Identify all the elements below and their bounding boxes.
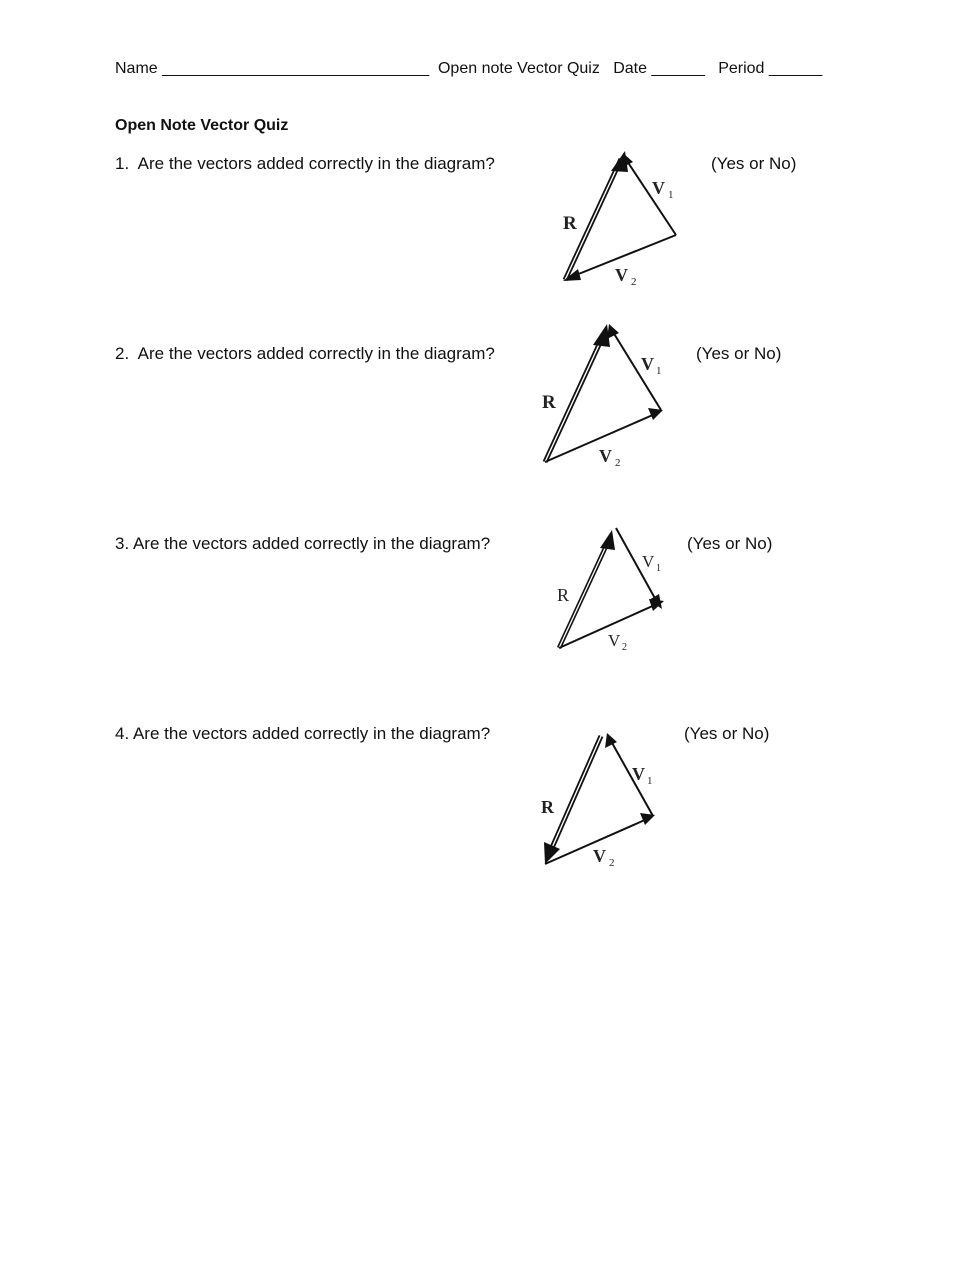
q3-label-v2: V [608,631,621,650]
q2-label-r: R [542,392,556,413]
q1-label-v2-sub: 2 [631,276,637,288]
q4-v1-vector [605,733,653,816]
q4-label-v2-sub: 2 [609,857,615,869]
q2-label-v1: V [641,354,654,374]
question-2-diagram [535,318,685,478]
question-3-text: 3. Are the vectors added correctly in the diagram? [115,534,491,553]
q2-label-v2-sub: 2 [615,457,621,469]
q1-label-r: R [563,213,577,234]
q1-label-v1: V [652,178,665,198]
question-1-text: 1. Are the vectors added correctly in the diagram? [115,154,495,173]
header-line [115,60,822,78]
q4-label-v1-sub: 1 [647,775,653,787]
q3-label-v1-sub: 1 [656,563,661,574]
question-4-text: 4. Are the vectors added correctly in the diagram? [115,724,491,743]
q1-label-v2: V [615,265,628,285]
question-2-text: 2. Are the vectors added correctly in the diagram? [115,344,495,363]
name-label: Name [115,60,158,77]
question-1-diagram [545,145,695,295]
period-label: Period [718,60,765,77]
q3-label-v1: V [642,552,655,571]
question-1-answer-hint[interactable]: (Yes or No) [711,154,797,173]
period-blank[interactable]: ______ [768,60,823,77]
q4-label-r: R [541,797,554,817]
q4-label-v2: V [593,846,606,866]
q1-label-v1-sub: 1 [668,189,674,201]
q2-label-v2: V [599,446,612,466]
section-title: Open Note Vector Quiz [115,117,289,134]
q4-label-v1: V [632,764,645,784]
question-3-diagram [545,522,685,662]
question-3-answer-hint[interactable]: (Yes or No) [687,534,773,553]
question-2-answer-hint[interactable]: (Yes or No) [696,344,782,363]
question-4-diagram [535,728,675,873]
quiz-title: Open note Vector Quiz [437,60,600,77]
q2-label-v1-sub: 1 [656,365,662,377]
q3-label-v2-sub: 2 [622,642,627,653]
question-4-answer-hint[interactable]: (Yes or No) [684,724,770,743]
date-blank[interactable]: ______ [651,60,705,77]
date-label: Date [613,60,647,77]
name-blank[interactable]: ______________________________ [162,60,430,77]
q3-label-r: R [557,585,570,605]
